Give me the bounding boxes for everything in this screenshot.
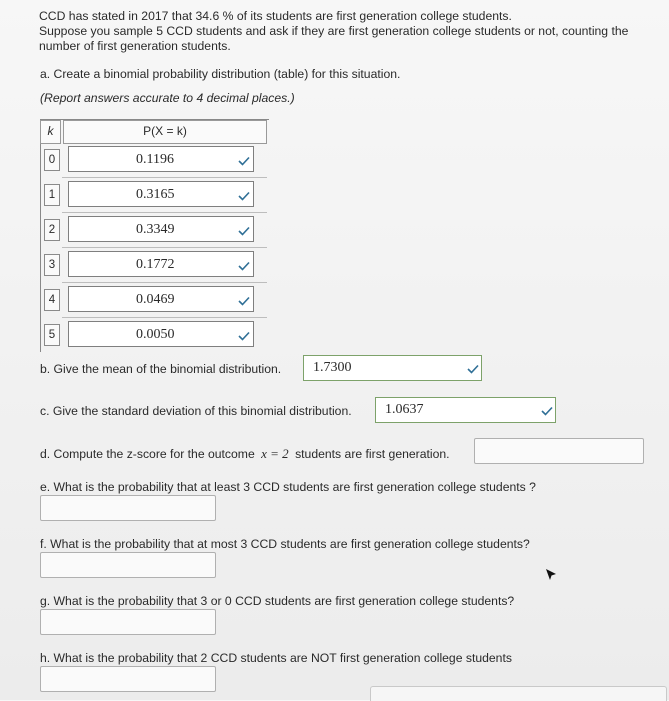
header-probability: P(X = k) xyxy=(63,120,267,144)
problem-statement xyxy=(39,9,628,54)
std-dev-answer-input[interactable] xyxy=(375,397,556,423)
part-g-question: g. What is the probability that 3 or 0 CCD students are first generation college students? xyxy=(40,594,515,608)
partial-input-box[interactable] xyxy=(370,686,667,701)
intro-line-2: Suppose you sample 5 CCD students and ask if they are first generation college students or not, counting the xyxy=(39,24,629,38)
part-f-question: f. What is the probability that at most 3 CCD students are first generation college students? xyxy=(40,537,530,551)
probability-value: 0.0050 xyxy=(136,327,175,342)
checkmark-icon xyxy=(238,331,252,341)
probability-input[interactable] xyxy=(68,146,254,172)
part-d-text-pre: d. Compute the z-score for the outcome xyxy=(40,447,255,461)
intro-line-1: CCD has stated in 2017 that 34.6 % of its students are first generation college students. xyxy=(39,9,512,23)
part-g-answer-input[interactable] xyxy=(40,609,216,635)
probability-input[interactable] xyxy=(68,286,254,312)
probability-value: 0.1772 xyxy=(136,257,175,272)
probability-input[interactable] xyxy=(68,181,254,207)
probability-value: 0.3165 xyxy=(136,187,175,202)
rounding-note: (Report answers accurate to 4 decimal places.) xyxy=(40,91,295,105)
k-cell: 2 xyxy=(44,219,60,241)
checkmark-icon xyxy=(238,156,252,166)
part-e-question: e. What is the probability that at least 3 CCD students are first generation college students ? xyxy=(40,480,536,494)
checkmark-icon xyxy=(541,406,555,416)
checkmark-icon xyxy=(238,296,252,306)
std-dev-answer-value: 1.0637 xyxy=(385,402,424,417)
intro-line-3: number of first generation students. xyxy=(39,39,231,53)
checkmark-icon xyxy=(238,226,252,236)
row-divider xyxy=(62,247,267,248)
checkmark-icon xyxy=(238,261,252,271)
checkmark-icon xyxy=(238,191,252,201)
mean-answer-input[interactable] xyxy=(303,355,482,381)
z-score-input[interactable] xyxy=(474,438,644,464)
probability-value: 0.1196 xyxy=(136,152,174,167)
k-cell: 1 xyxy=(44,184,60,206)
probability-value: 0.0469 xyxy=(136,292,175,307)
k-cell: 3 xyxy=(44,254,60,276)
part-b-question: b. Give the mean of the binomial distribution. xyxy=(40,362,282,376)
part-h-question: h. What is the probability that 2 CCD students are NOT first generation college students xyxy=(40,651,512,665)
probability-value: 0.3349 xyxy=(136,222,175,237)
probability-input[interactable] xyxy=(68,321,254,347)
header-k: k xyxy=(40,120,61,144)
probability-input[interactable] xyxy=(68,216,254,242)
part-d-question xyxy=(40,446,450,462)
k-cell: 5 xyxy=(44,324,60,346)
row-divider xyxy=(62,212,267,213)
part-c-question: c. Give the standard deviation of this binomial distribution. xyxy=(40,404,352,418)
mean-answer-value: 1.7300 xyxy=(313,360,352,375)
part-f-answer-input[interactable] xyxy=(40,552,216,578)
part-a-question: a. Create a binomial probability distribution (table) for this situation. xyxy=(40,67,401,81)
part-e-answer-input[interactable] xyxy=(40,495,216,521)
row-divider xyxy=(62,282,267,283)
row-divider xyxy=(62,177,267,178)
probability-input[interactable] xyxy=(68,251,254,277)
k-cell: 0 xyxy=(44,149,60,171)
part-d-text-post: students are first generation. xyxy=(295,447,450,461)
mouse-cursor-icon xyxy=(544,568,558,587)
part-h-answer-input[interactable] xyxy=(40,666,216,692)
k-cell: 4 xyxy=(44,289,60,311)
math-expression: x = 2 xyxy=(261,446,289,461)
checkmark-icon xyxy=(467,364,481,374)
row-divider xyxy=(62,317,267,318)
